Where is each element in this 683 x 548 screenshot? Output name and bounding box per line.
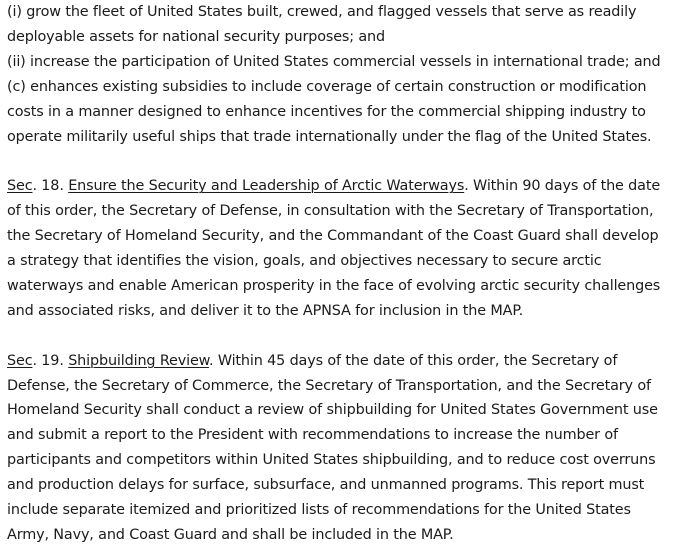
list-block [7,0,679,149]
section-19-line-3: Homeland Security shall conduct a review of shipbuilding for United States Government use [7,402,658,419]
list-item-i-line-1: (i) grow the fleet of United States built, crewed, and flagged vessels that serve as readily [7,4,637,20]
section-18-first-line: . Within 90 days of the date [464,178,661,195]
section-19-line-2: Defense, the Secretary of Commerce, the Secretary of Transportation, and the Secretary of [7,377,651,394]
document-body [7,0,679,548]
section-19-line-4: and submit a report to the President with recommendations to increase the number of [7,427,618,444]
paragraph-spacer [7,149,679,174]
list-item-c-line-1: (c) enhances existing subsidies to include coverage of certain construction or modification [7,78,647,95]
section-18-line-2: of this order, the Secretary of Defense, in consultation with the Secretary of Transportation, [7,203,654,220]
list-item-ii-line-1: (ii) increase the participation of United States commercial vessels in international trade; and [7,53,661,70]
section-18 [7,174,679,323]
section-19-heading-link[interactable]: Shipbuilding Review [68,352,209,369]
section-18-heading-line: Sec. 18. Ensure the Security and Leadership of Arctic Waterways. Within 90 days of the date [7,178,661,195]
list-item-c-line-2: costs in a manner designed to enhance incentives for the commercial shipping industry to [7,103,646,120]
section-18-line-6: and associated risks, and deliver it to the APNSA for inclusion in the MAP. [7,302,524,319]
section-19-first-line: . Within 45 days of the date of this order, the Secretary of [208,352,618,369]
section-19-number: . 19 [32,352,60,369]
section-18-heading-link[interactable]: Ensure the Security and Leadership of Arctic Waterways [68,178,465,195]
section-18-line-4: a strategy that identifies the vision, goals, and objectives necessary to secure arctic [7,253,602,270]
section-19-line-6: and production delays for surface, subsurface, and unmanned programs. This report must [7,477,645,494]
section-19-line-8: Army, Navy, and Coast Guard and shall be included in the MAP. [7,527,454,543]
section-19-line-7: include separate itemized and prioritized lists of recommendations for the United States [7,502,631,519]
section-19-line-5: participants and competitors within United States shipbuilding, and to reduce cost overruns [7,452,656,469]
section-19 [7,349,679,548]
section-18-line-5: waterways and enable American prosperity in the face of evolving arctic security challenges [7,277,661,294]
section-18-sec-link[interactable]: Sec [7,178,33,195]
section-18-number: . 18 [32,178,60,195]
list-item-i-line-2: deployable assets for national security purposes; and [7,28,385,45]
list-item-c-line-3: operate militarily useful ships that trade internationally under the flag of the United States. [7,128,652,145]
section-18-line-3: the Secretary of Homeland Security, and the Commandant of the Coast Guard shall develop [7,228,659,245]
paragraph-spacer [7,324,679,349]
section-19-sec-link[interactable]: Sec [7,352,33,369]
section-19-heading-line: Sec. 19. Shipbuilding Review. Within 45 days of the date of this order, the Secretary of [7,352,618,369]
